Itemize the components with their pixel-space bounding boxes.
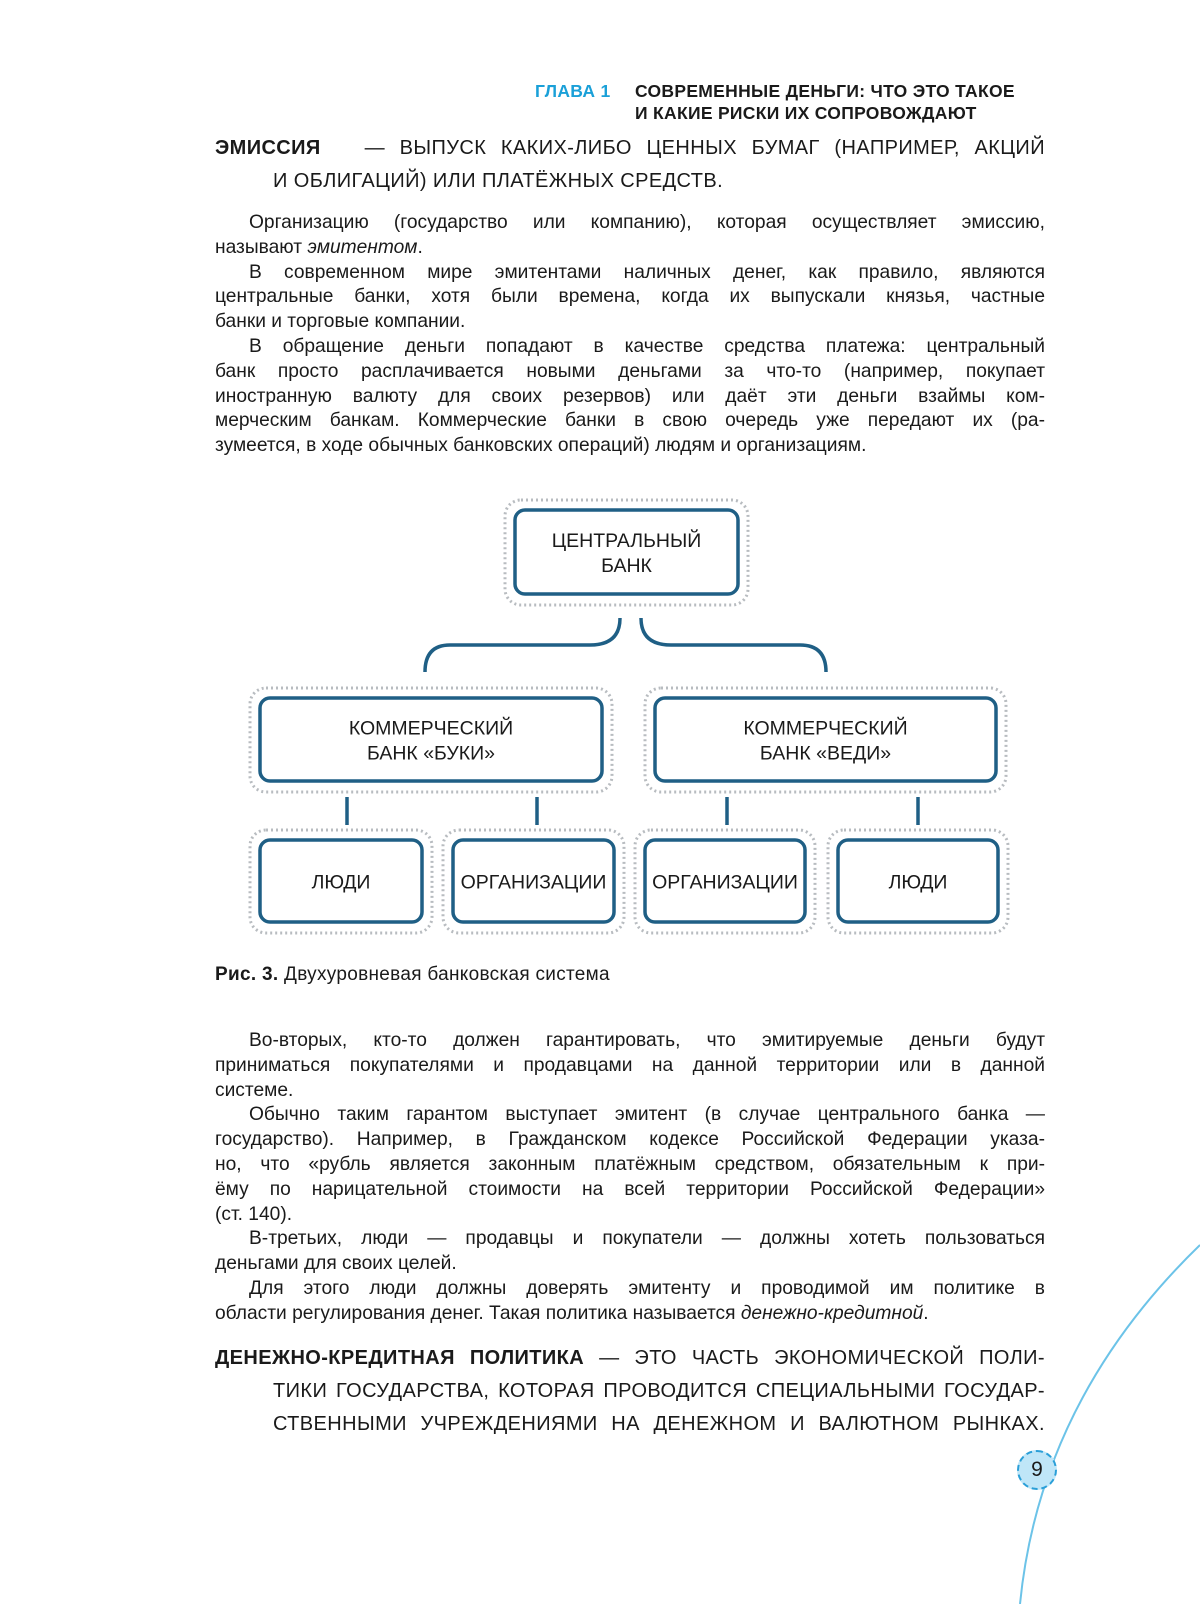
page-number: 9 — [1017, 1450, 1057, 1490]
bank-vedi-box-label: БАНК «ВЕДИ» — [759, 742, 892, 765]
text-segment: В обращение деньги попадают в качестве средства платежа: центральный — [249, 335, 1045, 357]
text-segment: банки и торговые компании. — [215, 311, 466, 333]
text-segment: но, что «рубль является законным платёжным средством, обязательным к при- — [215, 1153, 1045, 1175]
definition-term: ЭМИССИЯ — [215, 137, 321, 159]
figure-caption — [215, 964, 610, 986]
central-bank-box-label: ЦЕНТРАЛЬНЫЙ — [551, 530, 702, 552]
text-segment: ёму по нарицательной стоимости на всей территории Российской Федерации» — [215, 1178, 1045, 1200]
italic-term: денежно-кредитной — [740, 1302, 924, 1324]
text-line — [215, 1178, 1045, 1203]
text-segment: . — [923, 1302, 929, 1324]
leaf-box-4-label: ЛЮДИ — [888, 871, 948, 894]
bank-buki-box — [260, 698, 602, 781]
text-segment: приниматься покупателями и продавцами на данной территории или в данной — [215, 1054, 1045, 1076]
chapter-label: ГЛАВА 1 — [535, 81, 611, 101]
text-line — [215, 1153, 1045, 1178]
definition-line: ТИКИ ГОСУДАРСТВА, КОТОРАЯ ПРОВОДИТСЯ СПЕЦИАЛЬНЫМИ ГОСУДАР- — [273, 1380, 1045, 1402]
figure-caption-text: Двухуровневая банковская система — [284, 964, 610, 985]
text-segment: системе. — [215, 1079, 294, 1101]
definition-monetary-policy — [215, 1342, 1045, 1441]
italic-term: эмитентом — [307, 236, 418, 258]
text-segment: . — [417, 236, 423, 258]
bank-buki-box-label: КОММЕРЧЕСКИЙ — [348, 717, 514, 740]
text-line — [215, 1203, 1045, 1228]
figure-label: Рис. 3. — [215, 964, 279, 985]
text-segment: Во-вторых, кто-то должен гарантировать, что эмитируемые деньги будут — [249, 1030, 1045, 1051]
text-segment: называют — [215, 236, 308, 258]
text-line — [215, 1103, 1045, 1128]
text-segment: В современном мире эмитентами наличных денег, как правило, являются — [249, 261, 1045, 283]
definition-text: — ВЫПУСК КАКИХ-ЛИБО ЦЕННЫХ БУМАГ (НАПРИМЕР, АКЦИЙ — [364, 137, 1045, 159]
leaf-box-1-label: ЛЮДИ — [311, 871, 371, 894]
text-line — [215, 1029, 1045, 1054]
connector-right — [641, 618, 826, 672]
chapter-title-line: СОВРЕМЕННЫЕ ДЕНЬГИ: ЧТО ЭТО ТАКОЕ — [635, 81, 1015, 101]
text-line — [215, 1277, 1045, 1302]
text-segment: Обычно таким гарантом выступает эмитент (в случае центрального банка — — [249, 1104, 1045, 1126]
text-segment: В-третьих, люди — продавцы и покупатели — должны хотеть пользоваться — [249, 1228, 1045, 1250]
definition-text: — ЭТО ЧАСТЬ ЭКОНОМИЧЕСКОЙ ПОЛИ- — [599, 1347, 1045, 1369]
text-segment: (ст. 140). — [215, 1203, 293, 1225]
text-segment: зумеется, в ходе обычных банковских операций) людям и организациям. — [215, 435, 867, 457]
definition-line: И ОБЛИГАЦИЙ) ИЛИ ПЛАТЁЖНЫХ СРЕДСТВ. — [273, 170, 724, 192]
central-bank-box-label: БАНК — [601, 555, 652, 577]
text-section-2 — [215, 1029, 1045, 1327]
text-segment: Для этого люди должны доверять эмитенту и проводимой им политике в — [249, 1277, 1045, 1299]
leaf-box-2-label: ОРГАНИЗАЦИИ — [460, 871, 607, 894]
text-line — [215, 1054, 1045, 1079]
text-line — [215, 1302, 1045, 1327]
leaf-box-3-label: ОРГАНИЗАЦИИ — [652, 871, 798, 894]
text-segment: банк просто расплачивается новыми деньгами за что-то (например, покупает — [215, 360, 1045, 382]
text-segment: мерческим банкам. Коммерческие банки в свою очередь уже передают их (ра- — [215, 410, 1045, 432]
text-segment: иностранную валюту для своих резервов) или даёт эти деньги взаймы ком- — [215, 385, 1045, 407]
text-line — [215, 1079, 1045, 1104]
text-segment: области регулирования денег. Такая политика называется — [215, 1302, 741, 1324]
definition-term: ДЕНЕЖНО-КРЕДИТНАЯ ПОЛИТИКА — [215, 1347, 585, 1369]
definition-line: СТВЕННЫМИ УЧРЕЖДЕНИЯМИ НА ДЕНЕЖНОМ И ВАЛЮТНОМ РЫНКАХ. — [273, 1413, 1045, 1435]
text-line — [215, 1227, 1045, 1252]
bank-vedi-box — [655, 698, 996, 781]
connector-left — [425, 618, 620, 672]
text-segment: деньгами для своих целей. — [215, 1253, 457, 1275]
text-segment: центральные банки, хотя были времена, когда их выпускали князья, частные — [215, 286, 1045, 308]
chapter-title-line: И КАКИЕ РИСКИ ИХ СОПРОВОЖДАЮТ — [635, 103, 977, 123]
text-line — [215, 1128, 1045, 1153]
definition-line — [215, 1342, 1045, 1375]
text-segment: Организацию (государство или компанию), которая осуществляет эмиссию, — [249, 212, 1045, 233]
text-segment: государство). Например, в Гражданском кодексе Российской Федерации указа- — [215, 1129, 1045, 1151]
central-bank-box — [515, 510, 738, 594]
bank-buki-box-label: БАНК «БУКИ» — [366, 742, 496, 765]
bank-vedi-box-label: КОММЕРЧЕСКИЙ — [743, 717, 908, 740]
text-line — [215, 1252, 1045, 1277]
